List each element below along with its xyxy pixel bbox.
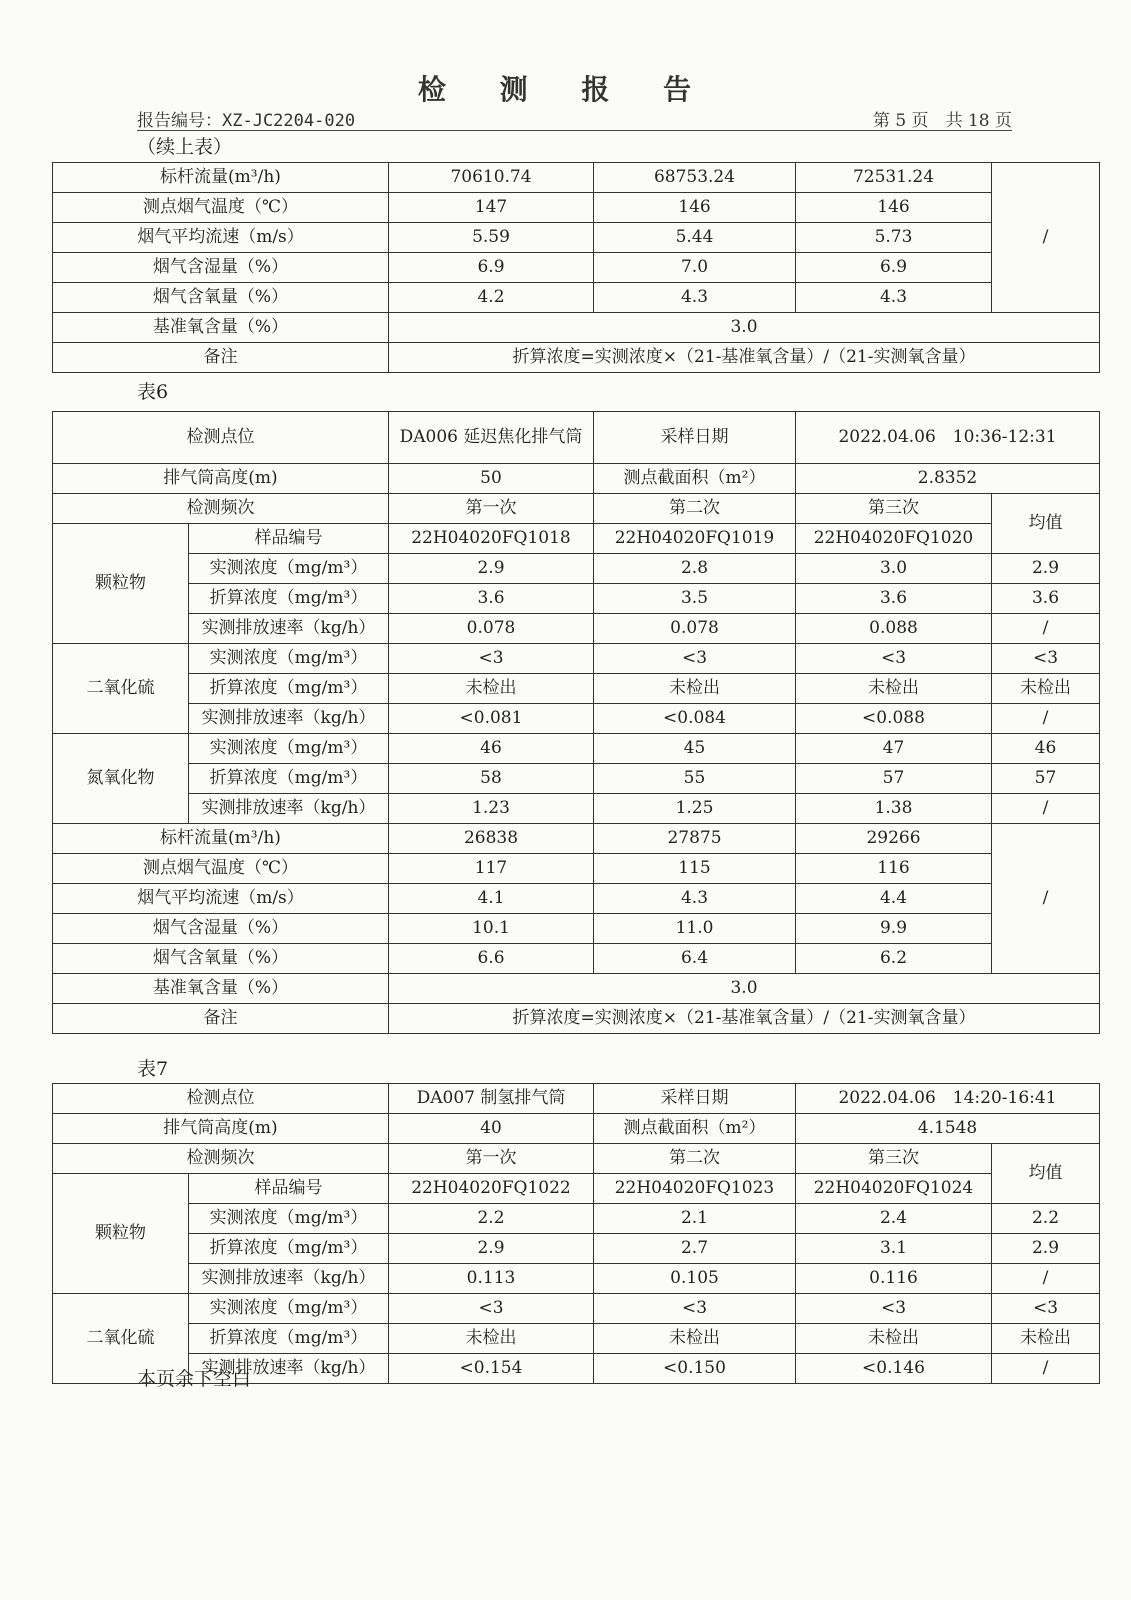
table-row: [53, 1294, 1100, 1324]
avg-cell: /: [992, 1354, 1100, 1384]
value-cell: 68753.24: [594, 163, 796, 193]
row-label: 基准氧含量（%）: [53, 974, 389, 1004]
table-row: [53, 1004, 1100, 1034]
note-cell: 折算浓度=实测浓度×（21-基准氧含量）/（21-实测氧含量）: [389, 1004, 1100, 1034]
value-cell: 0.113: [389, 1264, 594, 1294]
value-cell: 2.9: [389, 554, 594, 584]
row-label: 实测浓度（mg/m³）: [189, 554, 389, 584]
value-cell: 5.44: [594, 223, 796, 253]
value-cell: <3: [594, 644, 796, 674]
table-row: [53, 494, 1100, 524]
avg-cell: /: [992, 1264, 1100, 1294]
avg-header: 均值: [992, 494, 1100, 554]
row-label: 烟气平均流速（m/s）: [53, 223, 389, 253]
report-title: 检 测 报 告: [417, 73, 714, 106]
freq-cell: 第二次: [594, 494, 796, 524]
value-cell: 3.6: [389, 584, 594, 614]
value-cell: 40: [389, 1114, 594, 1144]
value-cell: 3.0: [389, 313, 1100, 343]
value-cell: 46: [389, 734, 594, 764]
slash-cell: /: [992, 824, 1100, 974]
value-cell: 117: [389, 854, 594, 884]
table-row: [53, 283, 1100, 313]
value-cell: 3.0: [796, 554, 992, 584]
value-cell: 未检出: [594, 1324, 796, 1354]
row-label: 实测浓度（mg/m³）: [189, 1294, 389, 1324]
report-header: [137, 106, 1012, 131]
value-cell: <0.084: [594, 704, 796, 734]
table-row: [53, 524, 1100, 554]
row-label: 烟气含氧量（%）: [53, 283, 389, 313]
value-cell: 6.4: [594, 944, 796, 974]
value-cell: <0.146: [796, 1354, 992, 1384]
value-cell: 4.4: [796, 884, 992, 914]
avg-cell: 57: [992, 764, 1100, 794]
sample-cell: 22H04020FQ1019: [594, 524, 796, 554]
row-label: 检测频次: [53, 1144, 389, 1174]
value-cell: 6.6: [389, 944, 594, 974]
table-row: [53, 1174, 1100, 1204]
avg-cell: 未检出: [992, 1324, 1100, 1354]
value-cell: <3: [796, 644, 992, 674]
value-cell: 1.23: [389, 794, 594, 824]
value-cell: 0.105: [594, 1264, 796, 1294]
note-cell: 折算浓度=实测浓度×（21-基准氧含量）/（21-实测氧含量）: [389, 343, 1100, 373]
value-cell: 未检出: [389, 1324, 594, 1354]
table-row: [53, 824, 1100, 854]
table-row: [53, 223, 1100, 253]
value-cell: 0.116: [796, 1264, 992, 1294]
value-cell: 2.4: [796, 1204, 992, 1234]
pollutant-name: 二氧化硫: [53, 1294, 189, 1384]
value-cell: 2.1: [594, 1204, 796, 1234]
value-cell: 26838: [389, 824, 594, 854]
value-cell: 5.73: [796, 223, 992, 253]
avg-cell: 2.9: [992, 554, 1100, 584]
value-cell: <3: [389, 644, 594, 674]
value-cell: 3.0: [389, 974, 1100, 1004]
value-cell: <0.081: [389, 704, 594, 734]
table-row: [53, 1084, 1100, 1114]
row-label: 备注: [53, 343, 389, 373]
table-row: [53, 193, 1100, 223]
sample-cell: 22H04020FQ1024: [796, 1174, 992, 1204]
row-label: 检测点位: [53, 1084, 389, 1114]
row-label: 采样日期: [594, 412, 796, 464]
value-cell: 4.1548: [796, 1114, 1100, 1144]
value-cell: 2.2: [389, 1204, 594, 1234]
value-cell: 11.0: [594, 914, 796, 944]
value-cell: 0.088: [796, 614, 992, 644]
sample-cell: 22H04020FQ1022: [389, 1174, 594, 1204]
row-label: 检测点位: [53, 412, 389, 464]
table-row: [53, 554, 1100, 584]
row-label: 实测浓度（mg/m³）: [189, 644, 389, 674]
row-label: 标杆流量(m³/h): [53, 163, 389, 193]
table-row: [53, 464, 1100, 494]
value-cell: 50: [389, 464, 594, 494]
row-label: 实测浓度（mg/m³）: [189, 734, 389, 764]
value-cell: 10.1: [389, 914, 594, 944]
value-cell: 2.7: [594, 1234, 796, 1264]
row-label: 实测排放速率（kg/h）: [189, 614, 389, 644]
row-label: 实测浓度（mg/m³）: [189, 1204, 389, 1234]
value-cell: 115: [594, 854, 796, 884]
sample-cell: 22H04020FQ1023: [594, 1174, 796, 1204]
row-label: 烟气含氧量（%）: [53, 944, 389, 974]
value-cell: 9.9: [796, 914, 992, 944]
row-label: 标杆流量(m³/h): [53, 824, 389, 854]
table-row: [53, 884, 1100, 914]
value-cell: 58: [389, 764, 594, 794]
table-row: [53, 944, 1100, 974]
table-row: [53, 854, 1100, 884]
row-label: 实测排放速率（kg/h）: [189, 1354, 389, 1384]
value-cell: 0.078: [594, 614, 796, 644]
value-cell: 55: [594, 764, 796, 794]
table-7: [52, 1083, 1100, 1384]
avg-cell: /: [992, 614, 1100, 644]
value-cell: 7.0: [594, 253, 796, 283]
row-label: 测点烟气温度（℃）: [53, 854, 389, 884]
continued-label: （续上表）: [137, 136, 233, 158]
avg-cell: 3.6: [992, 584, 1100, 614]
table-row: [53, 343, 1100, 373]
table-row: [53, 734, 1100, 764]
value-cell: 6.9: [796, 253, 992, 283]
value-cell: <0.150: [594, 1354, 796, 1384]
table-row: [53, 644, 1100, 674]
value-cell: <3: [389, 1294, 594, 1324]
row-label: 烟气平均流速（m/s）: [53, 884, 389, 914]
row-label: 折算浓度（mg/m³）: [189, 584, 389, 614]
avg-cell: /: [992, 704, 1100, 734]
row-label: 实测排放速率（kg/h）: [189, 704, 389, 734]
table-row: [53, 1144, 1100, 1174]
freq-cell: 第二次: [594, 1144, 796, 1174]
value-cell: 6.9: [389, 253, 594, 283]
value-cell: 146: [796, 193, 992, 223]
table-row: [53, 914, 1100, 944]
value-cell: 未检出: [594, 674, 796, 704]
row-label: 检测频次: [53, 494, 389, 524]
value-cell: 70610.74: [389, 163, 594, 193]
value-cell: 1.25: [594, 794, 796, 824]
value-cell: 146: [594, 193, 796, 223]
avg-cell: 46: [992, 734, 1100, 764]
avg-cell: /: [992, 794, 1100, 824]
table-row: [53, 674, 1100, 704]
value-cell: 未检出: [796, 674, 992, 704]
footer-note: 本页余下空白: [137, 1368, 252, 1390]
value-cell: 2.8352: [796, 464, 1100, 494]
table-continued: [52, 162, 1100, 373]
value-cell: 45: [594, 734, 796, 764]
avg-cell: 未检出: [992, 674, 1100, 704]
sample-cell: 22H04020FQ1020: [796, 524, 992, 554]
value-cell: 47: [796, 734, 992, 764]
row-label: 基准氧含量（%）: [53, 313, 389, 343]
row-label: 备注: [53, 1004, 389, 1034]
value-cell: 3.5: [594, 584, 796, 614]
value-cell: <0.088: [796, 704, 992, 734]
value-cell: 1.38: [796, 794, 992, 824]
row-label: 折算浓度（mg/m³）: [189, 764, 389, 794]
table-row: [53, 253, 1100, 283]
value-cell: 29266: [796, 824, 992, 854]
avg-cell: 2.9: [992, 1234, 1100, 1264]
value-cell: DA007 制氢排气筒: [389, 1084, 594, 1114]
slash-cell: /: [992, 163, 1100, 313]
value-cell: 2.9: [389, 1234, 594, 1264]
table-row: [53, 764, 1100, 794]
value-cell: 未检出: [796, 1324, 992, 1354]
table-row: [53, 1114, 1100, 1144]
row-label: 测点烟气温度（℃）: [53, 193, 389, 223]
table-row: [53, 412, 1100, 464]
value-cell: 116: [796, 854, 992, 884]
value-cell: <3: [594, 1294, 796, 1324]
value-cell: 5.59: [389, 223, 594, 253]
row-label: 烟气含湿量（%）: [53, 914, 389, 944]
table-row: [53, 974, 1100, 1004]
row-label: 样品编号: [189, 1174, 389, 1204]
table-row: [53, 1234, 1100, 1264]
value-cell: <3: [796, 1294, 992, 1324]
value-cell: 未检出: [389, 674, 594, 704]
value-cell: 2022.04.06 14:20-16:41: [796, 1084, 1100, 1114]
table-6: [52, 411, 1100, 1034]
value-cell: 3.6: [796, 584, 992, 614]
sample-cell: 22H04020FQ1018: [389, 524, 594, 554]
row-label: 排气筒高度(m): [53, 1114, 389, 1144]
avg-cell: <3: [992, 1294, 1100, 1324]
avg-header: 均值: [992, 1144, 1100, 1204]
row-label: 测点截面积（m²）: [594, 464, 796, 494]
table-row: [53, 313, 1100, 343]
avg-cell: <3: [992, 644, 1100, 674]
row-label: 测点截面积（m²）: [594, 1114, 796, 1144]
pollutant-name: 颗粒物: [53, 1174, 189, 1294]
freq-cell: 第三次: [796, 1144, 992, 1174]
report-number: 报告编号：XZ-JC2204-020: [137, 111, 356, 131]
row-label: 实测排放速率（kg/h）: [189, 794, 389, 824]
value-cell: 6.2: [796, 944, 992, 974]
value-cell: 4.3: [796, 283, 992, 313]
value-cell: 72531.24: [796, 163, 992, 193]
value-cell: 4.3: [594, 283, 796, 313]
row-label: 样品编号: [189, 524, 389, 554]
row-label: 排气筒高度(m): [53, 464, 389, 494]
pollutant-name: 颗粒物: [53, 524, 189, 644]
table-row: [53, 584, 1100, 614]
table-row: [53, 614, 1100, 644]
table-row: [53, 1204, 1100, 1234]
pollutant-name: 氮氧化物: [53, 734, 189, 824]
avg-cell: 2.2: [992, 1204, 1100, 1234]
value-cell: 0.078: [389, 614, 594, 644]
row-label: 折算浓度（mg/m³）: [189, 674, 389, 704]
table7-caption: 表7: [137, 1058, 169, 1080]
pollutant-name: 二氧化硫: [53, 644, 189, 734]
value-cell: <0.154: [389, 1354, 594, 1384]
page-info: 第 5 页 共 18 页: [872, 111, 1012, 131]
value-cell: 147: [389, 193, 594, 223]
value-cell: 4.2: [389, 283, 594, 313]
value-cell: 2.8: [594, 554, 796, 584]
table-row: [53, 163, 1100, 193]
row-label: 实测排放速率（kg/h）: [189, 1264, 389, 1294]
row-label: 采样日期: [594, 1084, 796, 1114]
table-row: [53, 794, 1100, 824]
value-cell: 4.1: [389, 884, 594, 914]
row-label: 折算浓度（mg/m³）: [189, 1324, 389, 1354]
row-label: 折算浓度（mg/m³）: [189, 1234, 389, 1264]
table-row: [53, 1324, 1100, 1354]
value-cell: 27875: [594, 824, 796, 854]
table-row: [53, 1264, 1100, 1294]
value-cell: 2022.04.06 10:36-12:31: [796, 412, 1100, 464]
freq-cell: 第一次: [389, 494, 594, 524]
value-cell: 3.1: [796, 1234, 992, 1264]
table-row: [53, 704, 1100, 734]
table6-caption: 表6: [137, 381, 169, 403]
value-cell: 4.3: [594, 884, 796, 914]
row-label: 烟气含湿量（%）: [53, 253, 389, 283]
freq-cell: 第三次: [796, 494, 992, 524]
value-cell: DA006 延迟焦化排气筒: [389, 412, 594, 464]
value-cell: 57: [796, 764, 992, 794]
freq-cell: 第一次: [389, 1144, 594, 1174]
